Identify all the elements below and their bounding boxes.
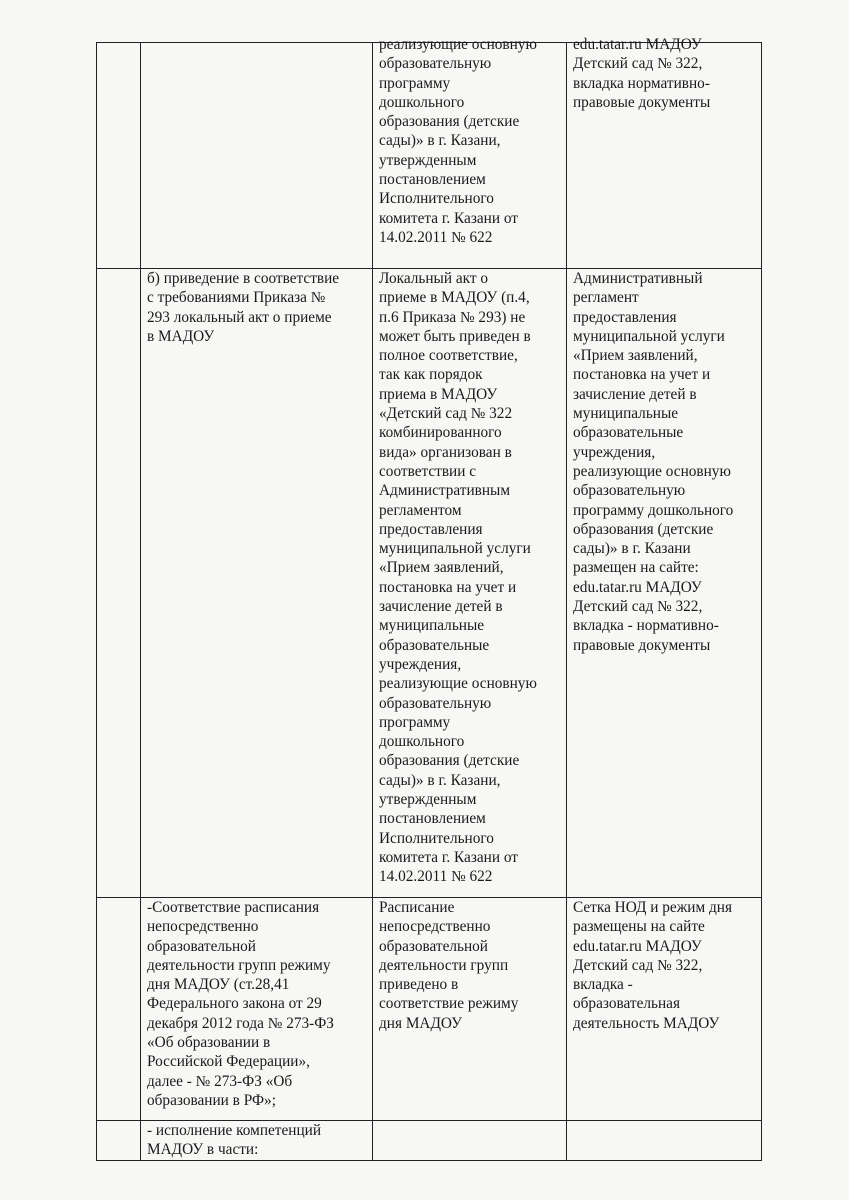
action-taken-cell	[373, 898, 567, 1121]
requirement-text: б) приведение в соответствие с требованиями Приказа № 293 локальный акт о приеме в МАДОУ	[147, 270, 340, 345]
requirement-cell	[141, 269, 373, 898]
action-taken-text: реализующие основную образовательную программу дошкольного образования (детские сады)» в г. Казани, утвержденным постановлением Исполнительного комитета г. Казани от 14.02.2011 № 622	[379, 36, 537, 246]
row-number-cell	[97, 1121, 141, 1161]
action-taken-cell	[373, 36, 567, 269]
row-number-cell	[97, 269, 141, 898]
compliance-table	[96, 36, 762, 1161]
location-text: Административный регламент предоставления муниципальной услуги «Прием заявлений, постановка на учет и зачисление детей в муниципальные образовательные учреждения, реализующие основную образовательную программу дошкольного образования (детские сады)» в г. Казани размещен на сайте: edu.tatar.ru МАДОУ Детский сад № 322, вкладка - нормативно- правовые документы	[573, 270, 734, 654]
table-row	[97, 1121, 762, 1161]
location-text: edu.tatar.ru МАДОУ Детский сад № 322, вкладка нормативно- правовые документы	[573, 36, 711, 111]
location-text: Сетка НОД и режим дня размещены на сайте edu.tatar.ru МАДОУ Детский сад № 322, вкладка - образовательная деятельность МАДОУ	[573, 899, 732, 1032]
location-cell	[567, 1121, 762, 1161]
location-cell	[567, 269, 762, 898]
table-row	[97, 898, 762, 1121]
location-cell	[567, 898, 762, 1121]
requirement-text: - исполнение компетенций МАДОУ в части:	[147, 1122, 322, 1159]
requirement-text: -Соответствие расписания непосредственно образовательной деятельности групп режиму дня МАДОУ (ст.28,41 Федерального закона от 29 декабря 2012 года № 273-ФЗ «Об образовании в Российской Федерации», далее - № 273-ФЗ «Об образовании в РФ»;	[147, 899, 334, 1109]
action-taken-text: Расписание непосредственно образовательной деятельности групп приведено в соответствие режиму дня МАДОУ	[379, 899, 519, 1032]
requirement-cell	[141, 898, 373, 1121]
requirement-cell	[141, 43, 373, 269]
action-taken-text: Локальный акт о приеме в МАДОУ (п.4, п.6 Приказа № 293) не может быть приведен в полное соответствие, так как порядок приема в МАДОУ «Детский сад № 322 комбинированного вида» организован в соответствии с Административным регламентом предоставления муниципальной услуги «Прием заявлений, постановка на учет и зачисление детей в муниципальные образовательные учреждения, реализующие основную образовательную программу дошкольного образования (детские сады)» в г. Казани, утвержденным постановлением Исполнительного комитета г. Казани от 14.02.2011 № 622	[379, 270, 537, 886]
row-number-cell	[97, 898, 141, 1121]
action-taken-cell	[373, 269, 567, 898]
action-taken-cell	[373, 1121, 567, 1161]
table-row	[97, 269, 762, 898]
requirement-cell	[141, 1121, 373, 1161]
row-number-cell	[97, 43, 141, 269]
table-row	[97, 43, 762, 269]
location-cell	[567, 36, 762, 269]
